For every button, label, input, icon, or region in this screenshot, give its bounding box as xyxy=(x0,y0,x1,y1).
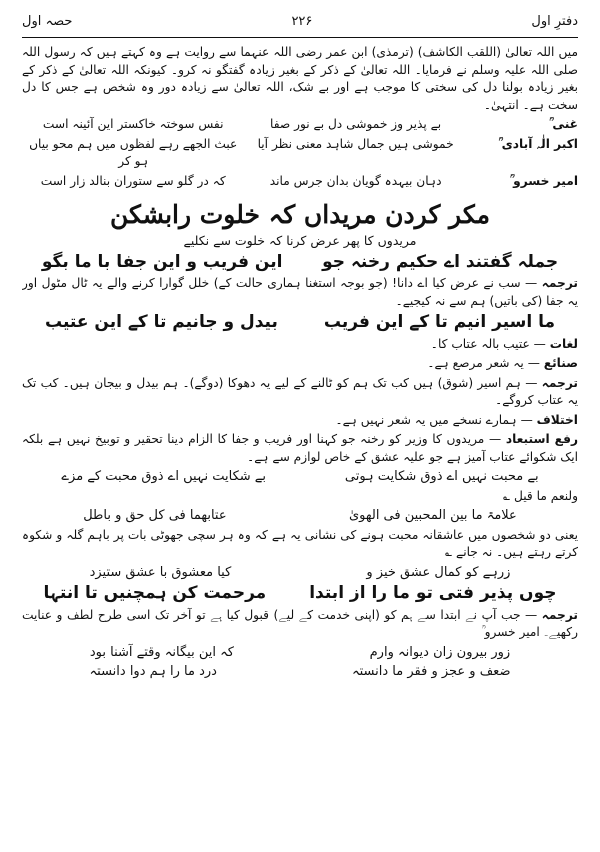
translation-label: ترجمہ xyxy=(541,276,578,290)
running-title-right: دفترِ اول xyxy=(531,13,578,29)
verse-row xyxy=(22,136,578,171)
translation-label: ترجمہ xyxy=(541,375,578,390)
couplet-misra-1: جملہ گفتند اے حکیم رخنہ جو xyxy=(322,251,559,272)
rhetoric-label: صنائع xyxy=(543,356,578,370)
persian-verse xyxy=(22,564,578,582)
section-subtitle: مریدوں کا پھر عرض کرنا کہ خلوت سے نکلیے xyxy=(183,233,417,248)
verse-misra-1: ضعف و عجز و فقر ما دانستہ xyxy=(352,664,511,679)
vocabulary-text: عتیب بالہ عتاب کا۔ xyxy=(430,336,530,351)
verse-misra-2: عبث الجھے رہے لفظوں میں ہم محو بیاں ہو کر xyxy=(29,136,238,168)
verse-misra-2: کیا معشوق با عشق ستیزد xyxy=(89,564,232,580)
verse-misra-2: بے شکایت نہیں اے ذوق محبت کے مزے xyxy=(61,469,267,484)
verse-speaker: اکبر الٰہ آبادی ؒ xyxy=(498,136,578,151)
variant-note: اختلاف — ہمارے نسخے میں یہ شعر نہیں ہے۔ xyxy=(335,412,578,427)
header-rule xyxy=(22,37,578,38)
page-body xyxy=(22,44,578,846)
translation-text: سب نے عرض کیا اے دانا! (جو بوجہ استغنا ہماری حالت کے) خلل گوارا کرنے والے یہ ٹال مٹول اور یہ جفا (کی باتیں) ہم سے نہ کیجیے۔ xyxy=(22,276,578,308)
main-couplet xyxy=(22,585,578,603)
verse-misra-1: بے محبت نہیں اے ذوق شکایت ہوتی xyxy=(344,469,539,484)
page-header xyxy=(22,8,578,34)
verse-speaker: امیر خسرو ؒ xyxy=(510,173,578,188)
verse-misra-1: زرہے کو کمال عشق خیز و xyxy=(366,564,511,580)
commentary-label: رفع استبعاد xyxy=(505,432,578,446)
commentary-paragraph: رفع استبعاد — مریدوں کا وزیر کو رخنہ جو کہنا اور فریب و جفا کا الزام دینا تحقیر و توبیخ نہیں ہے بلکہ ایک شکوائے عتاب آمیز ہے جو علیہ عشق کے خاص لوازم سے ہے۔ xyxy=(22,432,578,464)
translation-label: ترجمہ xyxy=(541,607,578,622)
verse-misra-2: نفس سوختہ خاکستر این آئینہ است xyxy=(42,117,224,131)
verse-misra-1: خموشی ہیں جمال شاہد معنی نظر آیا xyxy=(257,136,454,151)
running-title-left: حصہ اول xyxy=(22,13,73,29)
translation-text: ہم اسیر (شوق) ہیں کب تک ہم کو ٹالنے کے لیے یہ دھوکا (دوگے)۔ ہم بیدل و بیجان ہیں۔ کب تک یہ عتاب کروگے۔ xyxy=(22,375,578,407)
vocabulary-label: لغات xyxy=(549,336,578,351)
vocabulary-note: لغات — عتیب بالہ عتاب کا۔ xyxy=(430,336,578,351)
rhetoric-text: یہ شعر مرصع ہے۔ xyxy=(427,356,524,370)
rhetoric-note: صنائع — یہ شعر مرصع ہے۔ xyxy=(427,356,578,370)
main-couplet xyxy=(22,251,578,272)
variant-label: اختلاف xyxy=(536,412,578,427)
quoted-verse xyxy=(22,468,578,486)
section-title: مکر کردن مریداں کہ خلوت رابشکن xyxy=(109,200,491,229)
verse-row xyxy=(22,116,578,134)
page-number: ۲۲۶ xyxy=(291,13,313,29)
variant-text: ہمارے نسخے میں یہ شعر نہیں ہے۔ xyxy=(335,412,517,427)
couplet-misra-2: این فریب و این جفا با ما بگو xyxy=(41,251,283,272)
main-couplet xyxy=(22,314,578,332)
verse-speaker: غنی ؒ xyxy=(549,117,578,131)
closing-verse xyxy=(22,644,578,662)
couplet-misra-2: مرحمت کن ہمچنیں تا انتہا xyxy=(43,583,267,603)
verse-misra-2: کہ در گلو سے ستوران بنالد زار است xyxy=(40,173,226,188)
verse-misra-2: کہ این بیگانہ وقتے آشنا بود xyxy=(89,644,234,660)
arabic-translation: یعنی دو شخصوں میں عاشقانہ محبت ہونے کی نشانی یہ ہے کہ وہ ہر سچی جھوٹی بات پر باہم گلہ و شکوہ کرتے رہتے ہیں۔ نہ جانے ؎ xyxy=(22,527,578,559)
verse-misra-1: دہان بیہدہ گویان بدان جرس ماند xyxy=(269,173,442,188)
verse-misra-1: بے پذیر وز خموشی دل بے نور صفا xyxy=(270,117,442,131)
translation-paragraph: ترجمہ — سب نے عرض کیا اے دانا! (جو بوجہ استغنا ہماری حالت کے) خلل گوارا کرنے والے یہ ٹال مٹول اور یہ جفا (کی باتیں) ہم سے نہ کیجیے۔ xyxy=(22,276,578,308)
intro-paragraph: میں اللہ تعالیٰ (اللقب الکاشف) (ترمذی) ابن عمر رضی اللہ عنہما سے روایت ہے وہ کہتے ہیں کہ رسول اللہ صلی اللہ علیہ وسلم نے فرمایا۔ اللہ تعالیٰ کے ذکر کے بغیر زیادہ گفتگو نہ کرو۔ کیونکہ اللہ تعالیٰ کے ذکر کے بغیر زیادہ بولنا دل کی سختی کا موجب ہے اور بے شک، اللہ تعالیٰ سے زیادہ دور وہ شخص ہے جس کا دل سخت ہے۔ انتہیٰ۔ xyxy=(22,45,578,112)
quote-intro: ولنعم ما قیل ؎ xyxy=(502,488,578,503)
commentary-text: مریدوں کا وزیر کو رخنہ جو کہنا اور فریب و جفا کا الزام دینا تحقیر و توبیخ نہیں ہے بلکہ ایک شکوائے عتاب آمیز ہے جو علیہ عشق کے خاص لوازم سے ہے۔ xyxy=(22,432,578,464)
arabic-verse xyxy=(22,507,578,525)
verse-misra-2: عتابھما فی کل حق و باطل xyxy=(83,508,227,523)
couplet-misra-2: بیدل و جانیم تا کے این عتیب xyxy=(45,312,278,332)
translation-text: جب آپ نے ابتدا سے ہم کو (اپنی خدمت کے لیے) قبول کیا ہے تو آخر تک اسی طرح لطف و عنایت رکھیے۔ امیر خسرو ؒ xyxy=(22,607,578,639)
verse-misra-2: درد ما را ہم دوا دانستہ xyxy=(89,664,217,679)
couplet-misra-1: ما اسیر انیم تا کے این فریب xyxy=(323,312,556,332)
verse-row xyxy=(22,173,578,191)
verse-misra-1: زور بیرون زان دیوانہ وارم xyxy=(369,644,511,660)
translation-paragraph: ترجمہ — جب آپ نے ابتدا سے ہم کو (اپنی خدمت کے لیے) قبول کیا ہے تو آخر تک اسی طرح لطف و عنایت رکھیے۔ امیر خسرو ؒ xyxy=(22,607,578,639)
translation-paragraph: ترجمہ — ہم اسیر (شوق) ہیں کب تک ہم کو ٹالنے کے لیے یہ دھوکا (دوگے)۔ ہم بیدل و بیجان ہیں۔ کب تک یہ عتاب کروگے۔ xyxy=(22,375,578,407)
closing-verse xyxy=(22,663,578,681)
verse-misra-1: علامۃ ما بین المحبین فی الھویٰ xyxy=(348,508,517,523)
couplet-misra-1: چوں پذیر فتی تو ما را از ابتدا xyxy=(309,583,557,603)
